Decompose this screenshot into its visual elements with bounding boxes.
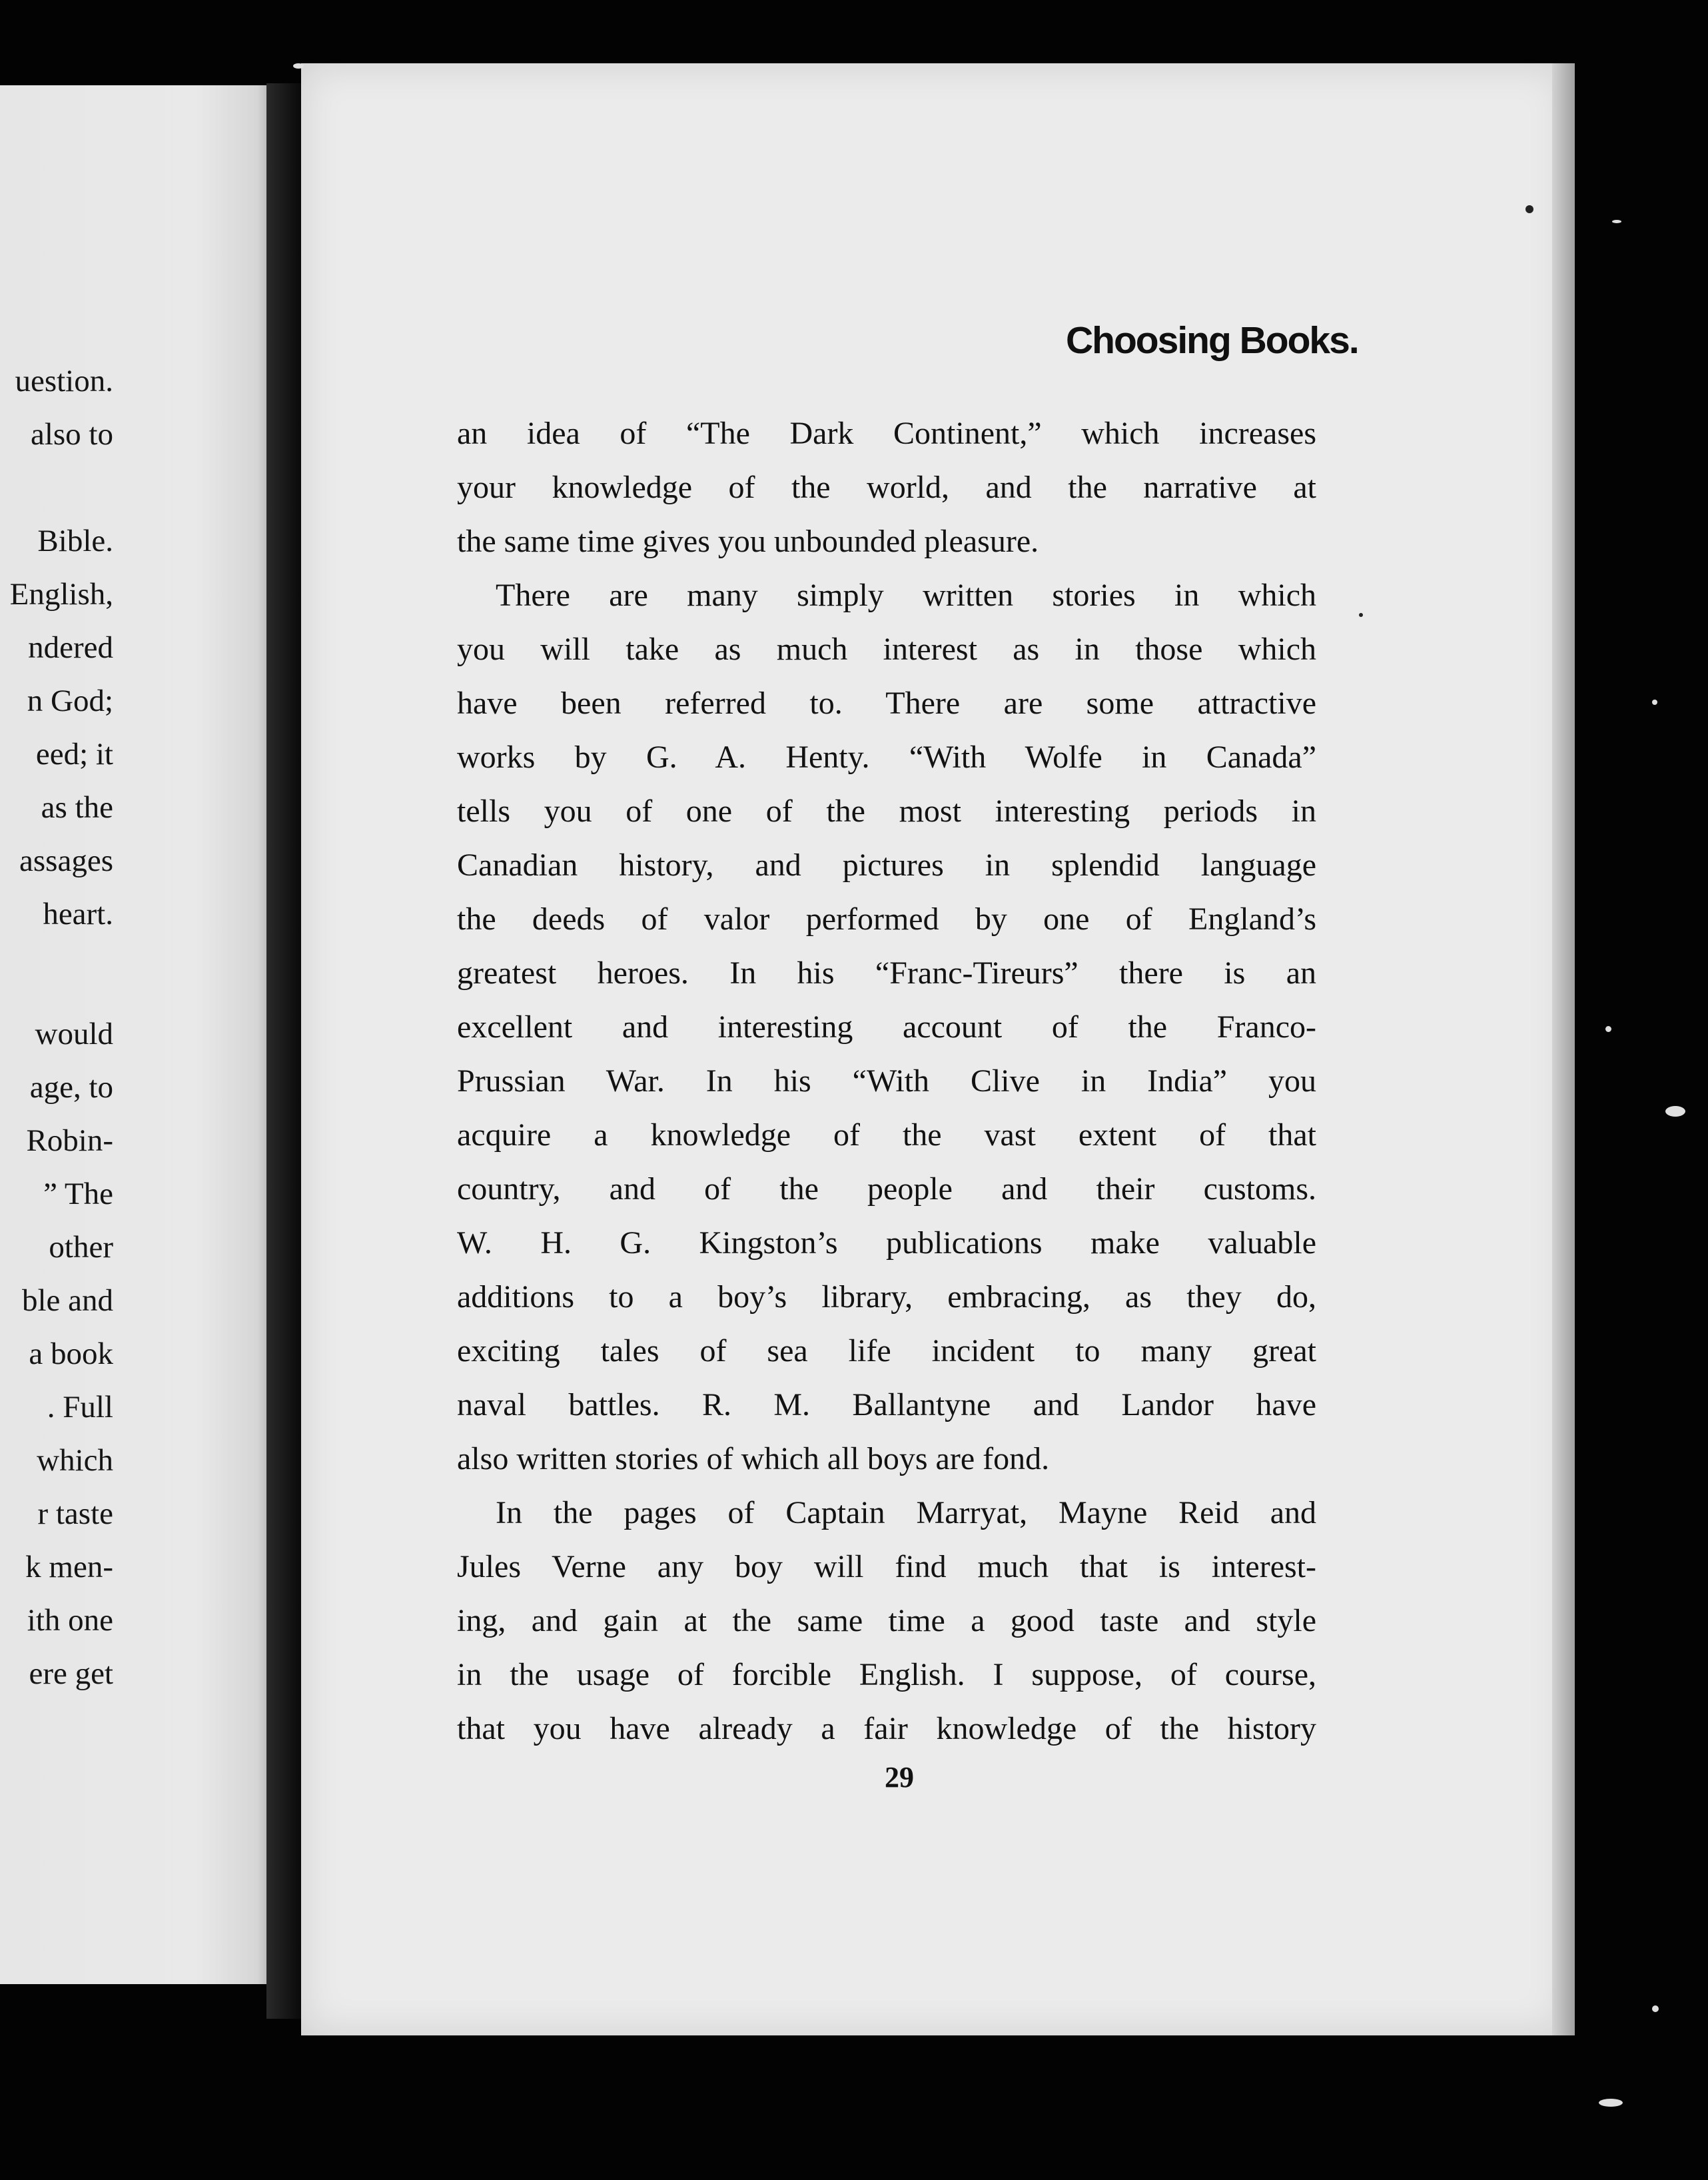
body-line: acquire a knowledge of the vast extent of that [457,1117,1316,1153]
body-line: also written stories of which all boys are fond. [457,1441,1050,1476]
body-line: works by G. A. Henty. “With Wolfe in Canada” [457,740,1316,775]
body-line: naval battles. R. M. Ballantyne and Landor have [457,1387,1316,1422]
body-line: excellent and interesting account of the Franco- [457,1009,1316,1045]
left-page-line: English, [9,577,113,612]
left-page-line: heart. [43,897,113,931]
left-page-line: k men- [25,1550,113,1584]
left-page-line: Robin- [26,1123,113,1158]
left-page-line: a book [29,1337,113,1371]
left-page-line: would [35,1017,113,1051]
body-line: tells you of one of the most interesting periods in [457,794,1316,829]
scan-speck [1525,205,1533,213]
left-page-line: ith one [27,1603,113,1638]
scan-speck [1612,220,1621,223]
left-page-line: also to [30,417,113,452]
body-line: There are many simply written stories in which [496,578,1316,613]
body-line: the same time gives you unbounded pleasure. [457,524,1039,559]
body-line: country, and of the people and their customs. [457,1171,1316,1207]
left-page-line: . Full [47,1390,113,1424]
left-page-line: age, to [29,1070,113,1105]
left-page-line: eed; it [35,737,113,772]
left-page-line: r taste [37,1496,113,1531]
body-line: your knowledge of the world, and the narrative at [457,470,1316,505]
body-text [457,406,1316,1756]
body-line: in the usage of forcible English. I suppose, of course, [457,1657,1316,1692]
body-line: W. H. G. Kingston’s publications make valuable [457,1225,1316,1261]
running-head: Choosing Books. [1066,319,1358,362]
body-line: that you have already a fair knowledge of the history [457,1711,1316,1746]
left-page-line: other [49,1230,113,1265]
scan-speck [293,63,304,69]
body-line: additions to a boy’s library, embracing, as they do, [457,1279,1316,1315]
body-line: ing, and gain at the same time a good taste and style [457,1603,1316,1638]
left-page-line: ble and [21,1283,113,1318]
left-page-line: uestion. [15,364,113,398]
page-edge [1552,63,1575,2035]
scan-speck [1359,613,1363,617]
left-page-line: ” The [43,1177,113,1211]
scan-speck [1665,1106,1685,1117]
left-page-line: ndered [28,630,113,665]
body-line: you will take as much interest as in those which [457,632,1316,667]
left-page-line: assages [19,843,113,878]
scan-speck [1599,2099,1623,2107]
left-facing-page [0,85,280,1984]
body-line: In the pages of Captain Marryat, Mayne Reid and [496,1495,1316,1530]
body-line: exciting tales of sea life incident to many great [457,1333,1316,1368]
left-page-line: n God; [27,684,113,718]
body-line: an idea of “The Dark Continent,” which increases [457,416,1316,451]
page-number: 29 [885,1761,914,1794]
body-line: Jules Verne any boy will find much that is interest- [457,1549,1316,1584]
left-page-line: which [37,1443,113,1478]
body-line: the deeds of valor performed by one of England’s [457,901,1316,937]
left-page-line: Bible. [37,524,113,558]
body-line: have been referred to. There are some attractive [457,686,1316,721]
body-line: Prussian War. In his “With Clive in India” you [457,1063,1316,1099]
scan-speck [1652,2005,1659,2012]
left-page-line: ere get [29,1656,113,1691]
body-line: greatest heroes. In his “Franc-Tireurs” there is an [457,955,1316,991]
left-page-line: as the [41,790,113,825]
scan-speck [1605,1026,1611,1032]
body-line: Canadian history, and pictures in splendid language [457,847,1316,883]
scan-speck [1652,700,1657,705]
